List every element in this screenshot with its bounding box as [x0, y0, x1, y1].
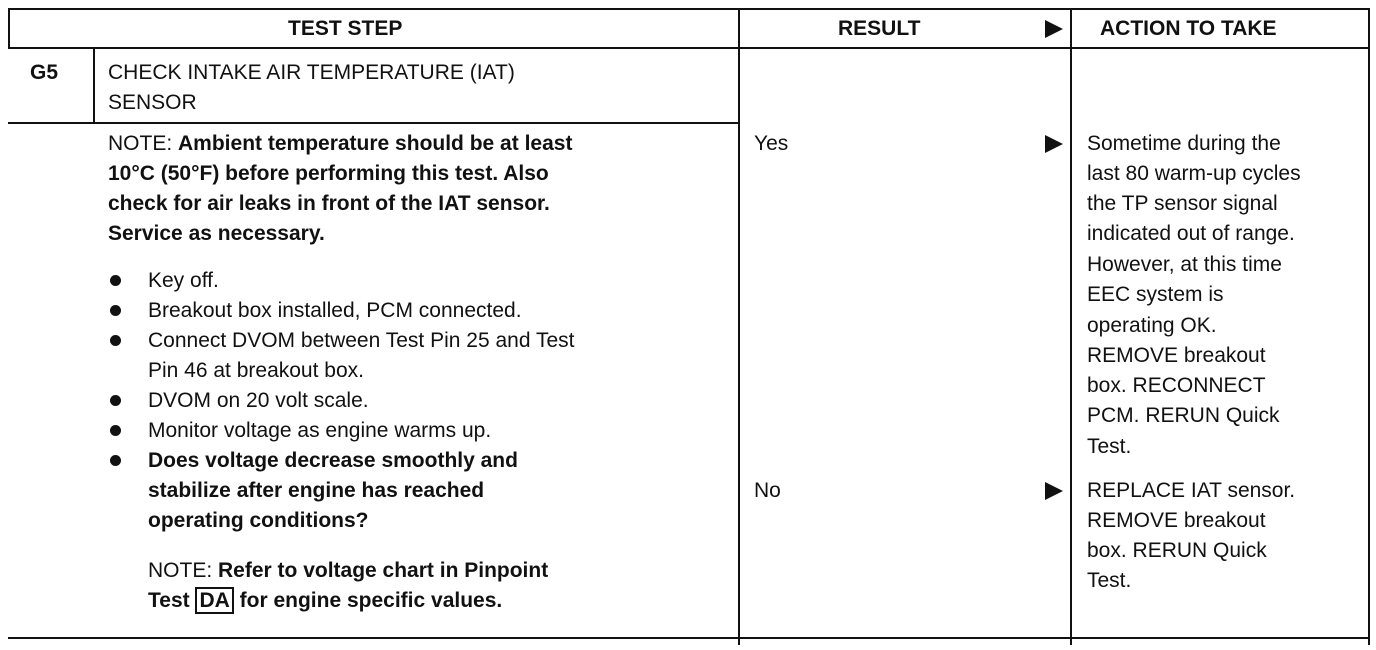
- header-test-step: TEST STEP: [288, 17, 403, 40]
- note2-line1: NOTE: Refer to voltage chart in Pinpoint: [148, 559, 549, 582]
- id-divider: [93, 47, 95, 123]
- action-yes-line: EEC system is: [1087, 283, 1224, 306]
- bullet-question-line1: Does voltage decrease smoothly and: [148, 449, 518, 472]
- action-yes-line: However, at this time: [1087, 253, 1282, 276]
- action-no-line: Test.: [1087, 569, 1132, 592]
- right-border: [1368, 8, 1370, 645]
- note1-line2: 10°C (50°F) before performing this test. Also: [108, 162, 549, 185]
- bullet-question-line2: stabilize after engine has reached: [148, 479, 485, 502]
- action-yes-line: box. RECONNECT: [1087, 374, 1266, 397]
- action-yes-line: REMOVE breakout: [1087, 344, 1266, 367]
- action-no-line: REMOVE breakout: [1087, 509, 1266, 532]
- action-yes-line: Test.: [1087, 435, 1132, 458]
- step-title-line2: SENSOR: [108, 91, 197, 114]
- action-no-line: box. RERUN Quick: [1087, 539, 1267, 562]
- bullet-icon: [110, 335, 121, 346]
- header-action: ACTION TO TAKE: [1100, 17, 1277, 40]
- action-yes-line: indicated out of range.: [1087, 222, 1295, 245]
- result-yes: Yes: [754, 132, 789, 155]
- note2-line2: Test DA for engine specific values.: [148, 589, 503, 612]
- result-divider: [738, 8, 740, 645]
- action-yes-line: last 80 warm-up cycles: [1087, 162, 1301, 185]
- action-yes-line: operating OK.: [1087, 314, 1217, 337]
- header-bottom-rule: [8, 47, 1370, 49]
- action-divider: [1070, 8, 1072, 645]
- footer-rule: [8, 637, 1370, 639]
- result-no-arrow-icon: [1045, 482, 1063, 500]
- header-arrow-icon: [1045, 20, 1063, 38]
- action-yes-line: Sometime during the: [1087, 132, 1281, 155]
- bullet-monitor-voltage: Monitor voltage as engine warms up.: [148, 419, 492, 442]
- bullet-icon: [110, 455, 121, 466]
- step-title-line1: CHECK INTAKE AIR TEMPERATURE (IAT): [108, 61, 515, 84]
- bullet-dvom-scale: DVOM on 20 volt scale.: [148, 389, 369, 412]
- pinpoint-test-reference: DA: [195, 587, 233, 614]
- bullet-question-line3: operating conditions?: [148, 509, 369, 532]
- bullet-connect-dvom-line2: Pin 46 at breakout box.: [148, 359, 364, 382]
- note1-line4: Service as necessary.: [108, 222, 325, 245]
- bullet-breakout-box: Breakout box installed, PCM connected.: [148, 299, 522, 322]
- bullet-key-off: Key off.: [148, 269, 219, 292]
- result-yes-arrow-icon: [1045, 135, 1063, 153]
- step-title-rule: [8, 122, 738, 124]
- left-border: [8, 8, 10, 48]
- bullet-icon: [110, 395, 121, 406]
- action-yes-line: PCM. RERUN Quick: [1087, 404, 1280, 427]
- note1-line1: NOTE: Ambient temperature should be at least: [108, 132, 573, 155]
- action-yes-line: the TP sensor signal: [1087, 192, 1278, 215]
- bullet-icon: [110, 425, 121, 436]
- result-no: No: [754, 479, 781, 502]
- bullet-icon: [110, 305, 121, 316]
- note1-line3: check for air leaks in front of the IAT sensor.: [108, 192, 550, 215]
- bullet-icon: [110, 275, 121, 286]
- action-no-line: REPLACE IAT sensor.: [1087, 479, 1296, 502]
- header-top-rule: [8, 8, 1370, 10]
- step-id: G5: [30, 61, 59, 84]
- bullet-connect-dvom-line1: Connect DVOM between Test Pin 25 and Test: [148, 329, 575, 352]
- header-result: RESULT: [838, 17, 921, 40]
